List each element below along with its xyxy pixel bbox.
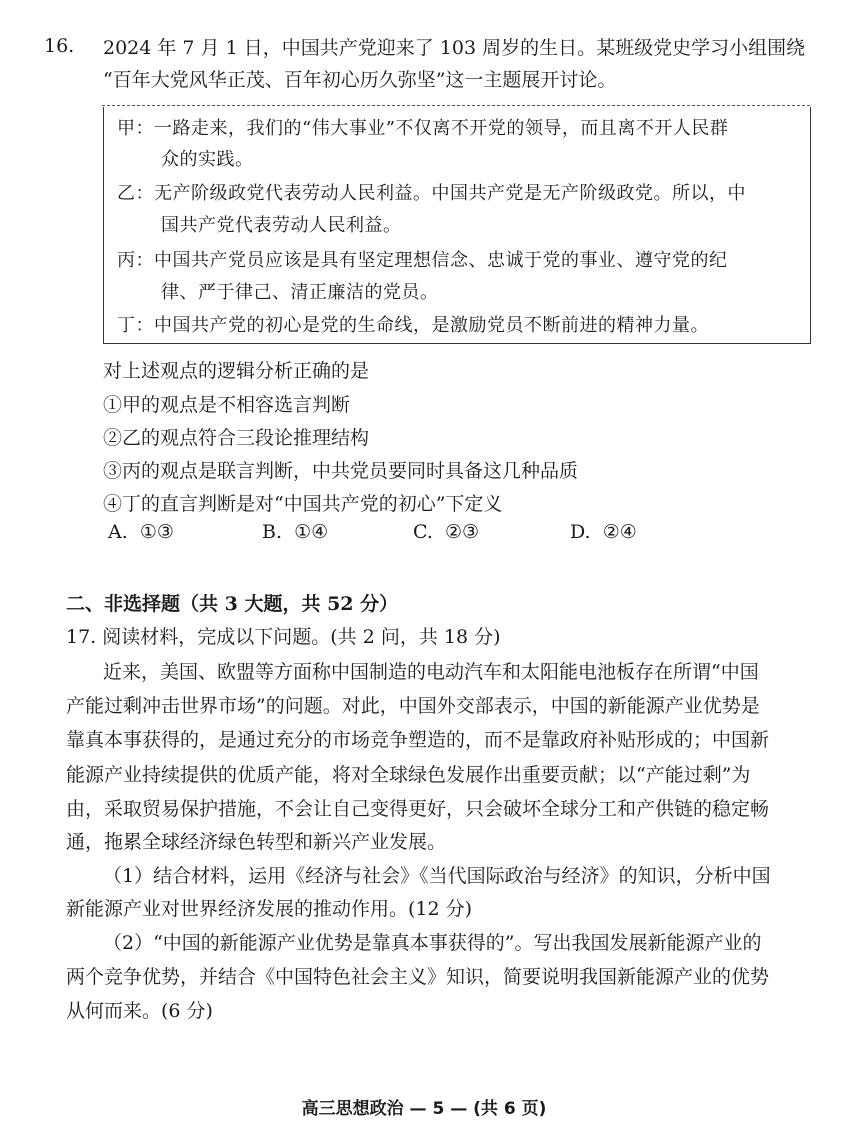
q16-stem-line-2: “百年大党风华正茂、百年初心历久弥坚”这一主题展开讨论。 <box>103 69 617 91</box>
q17-material-line-6: 通，拖累全球经济绿色转型和新兴产业发展。 <box>66 831 447 853</box>
q17-material-line-4: 能源产业持续提供的优质产能，将对全球绿色发展作出重要贡献；以“产能过剩”为 <box>66 764 751 786</box>
q17-sub2-line-3: 从何而来。(6 分) <box>66 1000 213 1022</box>
material-ding-line: 丁：中国共产党的初心是党的生命线，是激励党员不断前进的精神力量。 <box>117 315 709 336</box>
option-a: A. ①③ <box>108 521 174 543</box>
q17-header: 17. 阅读材料，完成以下问题。(共 2 问，共 18 分) <box>66 626 501 648</box>
material-jia-line-1: 甲：一路走来，我们的“伟大事业”不仅离不开党的领导，而且离不开人民群 <box>117 118 729 139</box>
q16-statement-4: ④丁的直言判断是对“中国共产党的初心”下定义 <box>103 493 503 515</box>
page-footer: 高三思想政治 — 5 — (共 6 页) <box>301 1099 547 1119</box>
q16-statement-1: ①甲的观点是不相容选言判断 <box>103 394 351 416</box>
option-d: D. ②④ <box>570 521 637 543</box>
material-jia-line-2: 众的实践。 <box>161 149 254 170</box>
option-b: B. ①④ <box>262 521 329 543</box>
section2-title: 二、非选择题（共 3 大题，共 52 分） <box>66 593 399 615</box>
q17-sub2-line-1: （2）“中国的新能源产业优势是靠真本事获得的”。写出我国发展新能源产业的 <box>103 932 762 954</box>
option-c: C. ②③ <box>413 521 480 543</box>
q17-sub1-line-2: 新能源产业对世界经济发展的推动作用。(12 分) <box>66 898 473 920</box>
material-yi-line-1: 乙：无产阶级政党代表劳动人民利益。中国共产党是无产阶级政党。所以，中 <box>117 183 746 204</box>
material-bing-line-1: 丙：中国共产党员应该是具有坚定理想信念、忠诚于党的事业、遵守党的纪 <box>117 250 728 271</box>
q16-statement-3: ③丙的观点是联言判断，中共党员要同时具备这几种品质 <box>103 460 579 482</box>
material-yi-line-2: 国共产党代表劳动人民利益。 <box>161 215 402 236</box>
q16-stem-line-1: 2024 年 7 月 1 日，中国共产党迎来了 103 周岁的生日。某班级党史学习小组围绕 <box>103 37 806 59</box>
q16-question: 对上述观点的逻辑分析正确的是 <box>103 360 370 382</box>
q17-material-line-2: 产能过剩冲击世界市场”的问题。对此，中国外交部表示，中国的新能源产业优势是 <box>66 695 760 717</box>
q16-number: 16. <box>44 35 75 57</box>
q17-sub2-line-2: 两个竞争优势，并结合《中国特色社会主义》知识，简要说明我国新能源产业的优势 <box>66 966 770 988</box>
material-bing-line-2: 律、严于律己、清正廉洁的党员。 <box>161 282 439 303</box>
q16-statement-2: ②乙的观点符合三段论推理结构 <box>103 427 370 449</box>
q17-material-line-3: 靠真本事获得的，是通过充分的市场竞争塑造的，而不是靠政府补贴形成的；中国新 <box>66 729 770 751</box>
q17-material-line-5: 由，采取贸易保护措施，不会让自己变得更好，只会破坏全球分工和产供链的稳定畅 <box>66 798 770 820</box>
q17-sub1-line-1: （1）结合材料，运用《经济与社会》《当代国际政治与经济》的知识，分析中国 <box>103 865 771 887</box>
q17-material-line-1: 近来，美国、欧盟等方面称中国制造的电动汽车和太阳能电池板存在所谓“中国 <box>103 661 759 683</box>
